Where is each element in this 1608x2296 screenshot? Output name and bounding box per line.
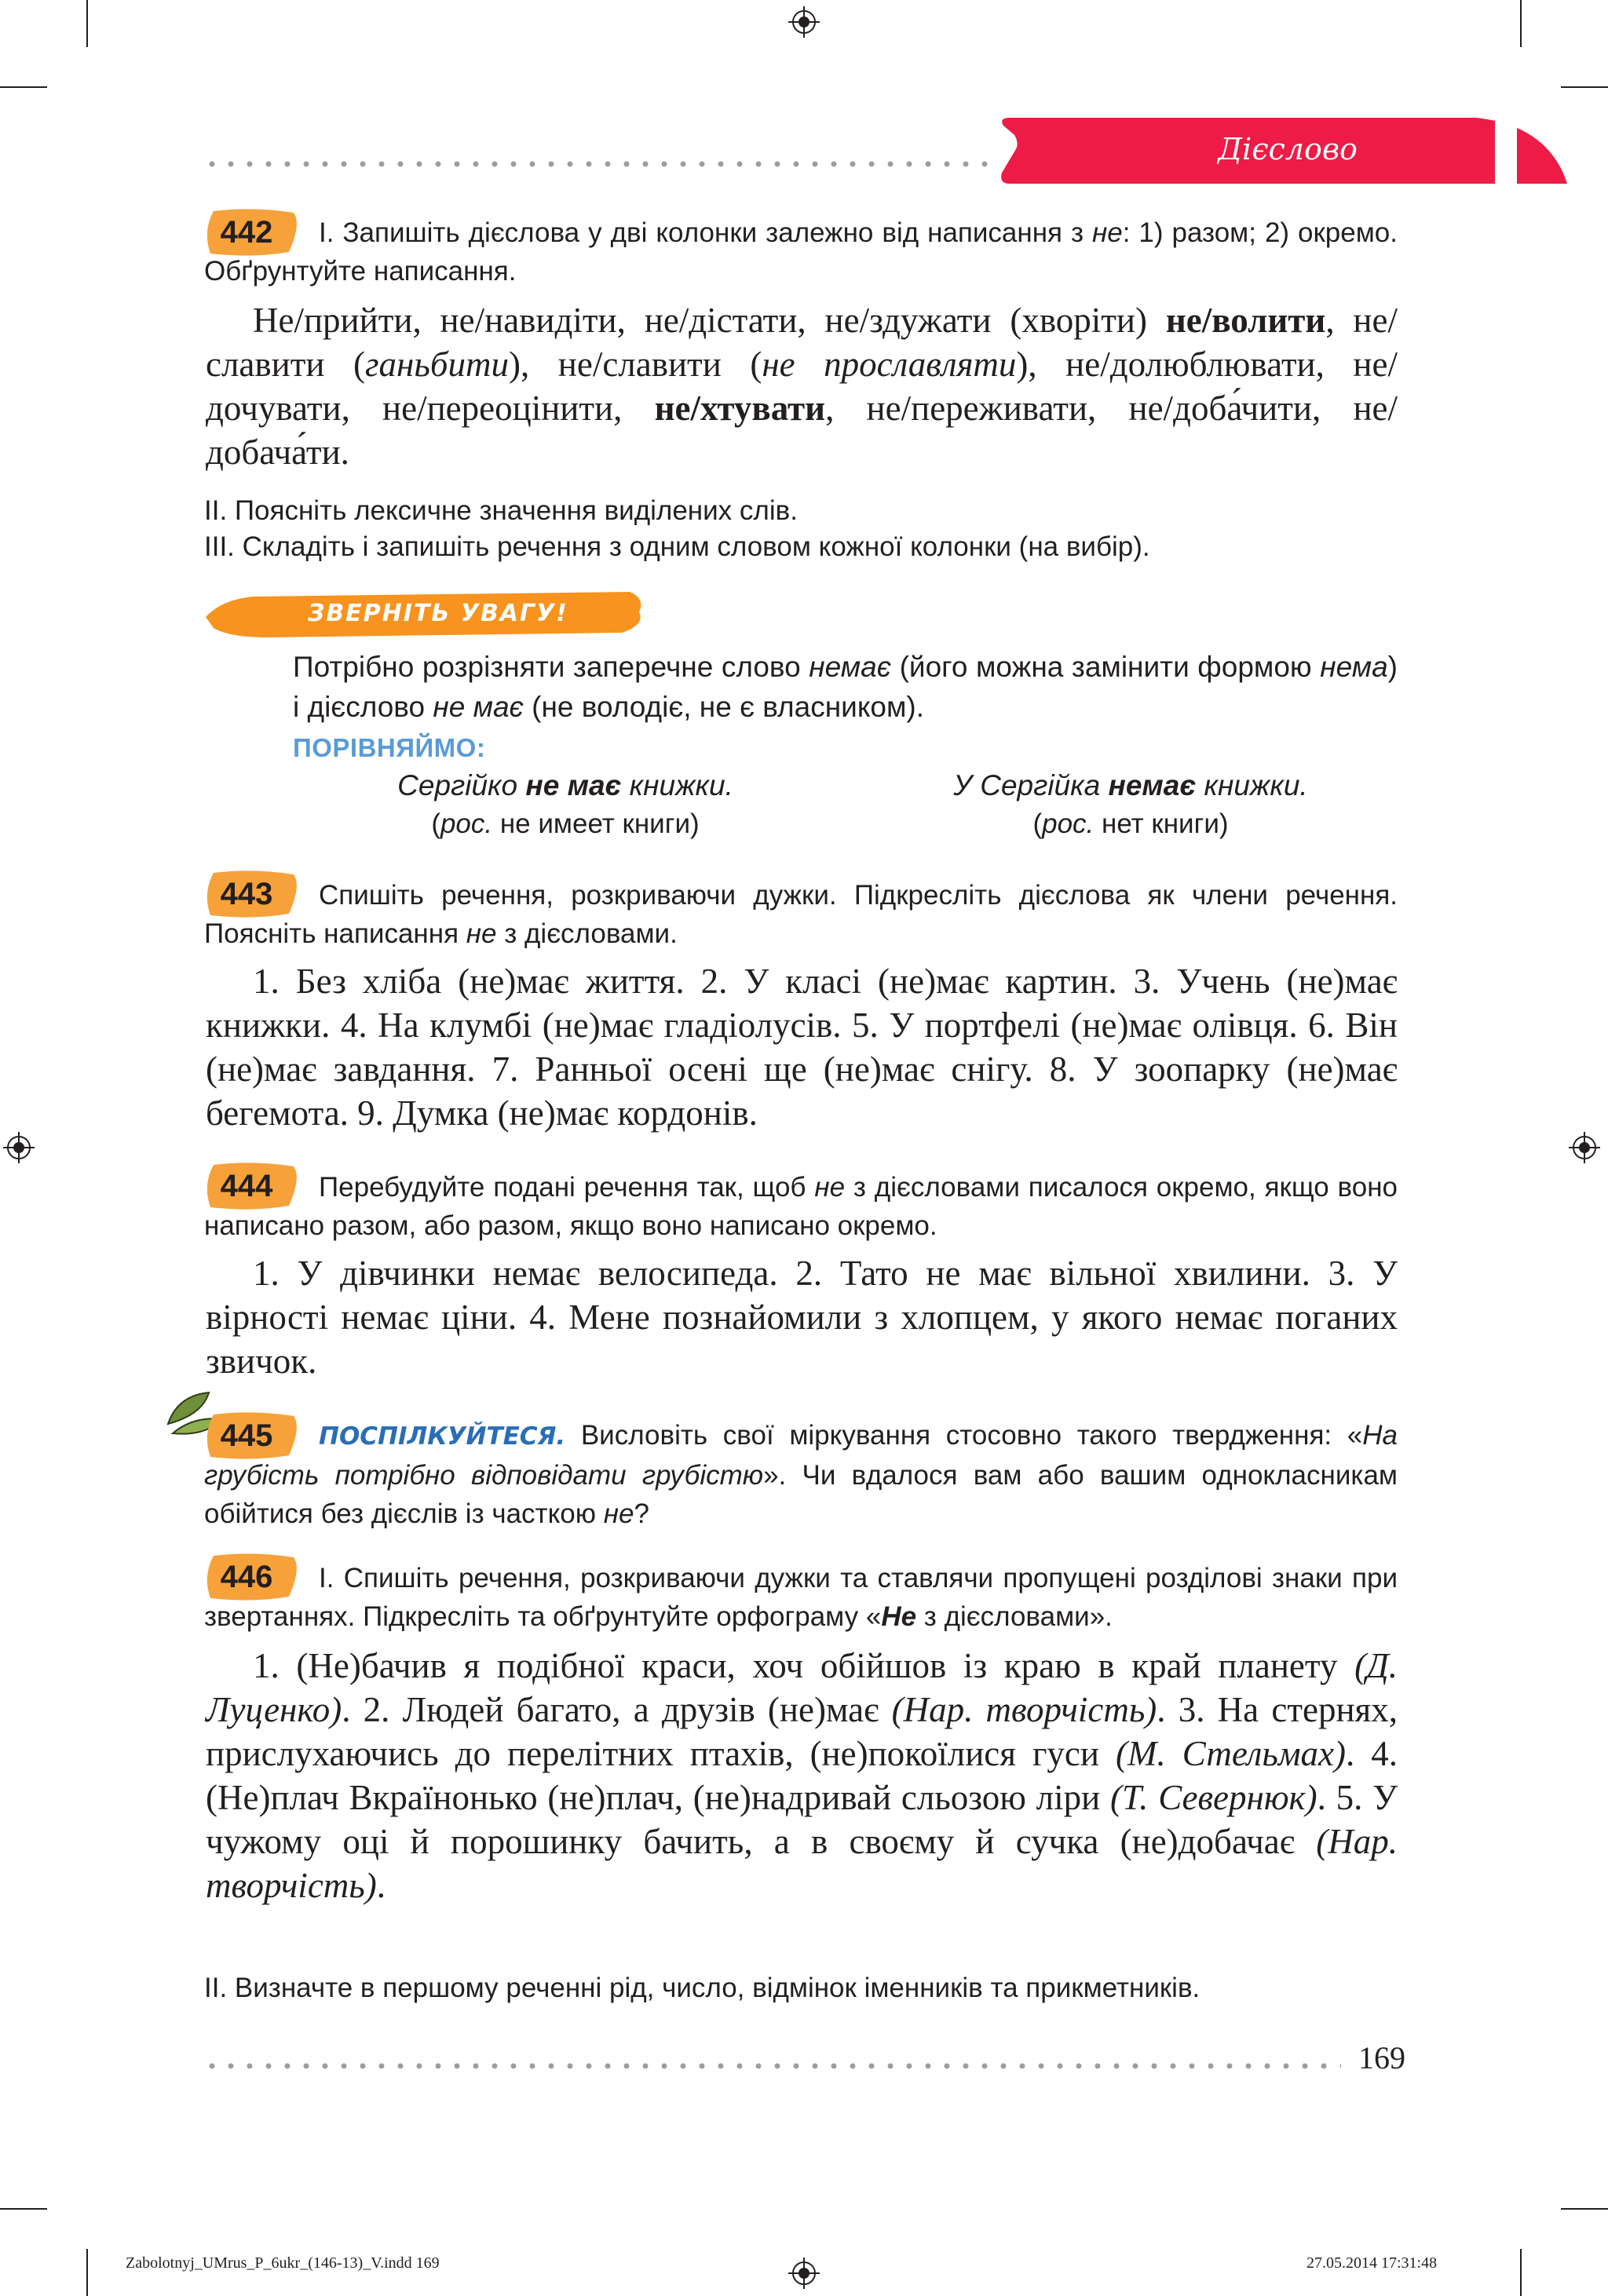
exercise-442-instruction: І. Запишіть дієслова у дві колонки залежно від написання з не: 1) разом; 2) окремо. Обґрунтуйте написання. — [204, 217, 1398, 287]
compare-label: ПОРІВНЯЙМО: — [293, 733, 486, 762]
compare-left: Сергійко не має книжки. (рос. не имеет книги) — [397, 769, 733, 839]
exercise-442-part2: ІІ. Поясніть лексичне значення виділених слів. — [204, 495, 798, 526]
footer-date: 27.05.2014 17:31:48 — [1306, 2254, 1438, 2272]
exercise-number: 442 — [220, 215, 273, 250]
header-dotted-rule — [203, 161, 988, 167]
exercise-444-text: 1. У дівчинки немає велосипеда. 2. Тато не має вільної хвилини. 3. У вірності немає ціни. 4. Мене познайомили з хлопцем, у якого немає поганих звичок. — [206, 1254, 1398, 1381]
exercise-443-instruction: Спишіть речення, розкриваючи дужки. Підкресліть дієслова як члени речення. Поясніть написання не з дієсловами. — [204, 880, 1398, 949]
exercise-442-part3: ІІІ. Складіть і запишіть речення з одним словом кожної колонки (на вибір). — [204, 531, 1150, 562]
exercise-number: 446 — [220, 1560, 273, 1594]
registration-mark-icon — [788, 6, 820, 38]
exercise-445-instruction: ПОСПІЛКУЙТЕСЯ. Висловіть свої міркування стосовно такого твердження: «На грубість потрібно відповідати грубістю». Чи вдалося вам або вашим однокласникам обійтися без дієслів із часткою не? — [204, 1420, 1398, 1529]
exercise-number: 443 — [220, 877, 273, 911]
registration-mark-icon — [3, 1132, 35, 1163]
exercise-number: 445 — [220, 1418, 273, 1453]
communicate-label: ПОСПІЛКУЙТЕСЯ. — [319, 1422, 566, 1451]
crop-mark — [1520, 2249, 1522, 2296]
crop-mark — [0, 2208, 47, 2210]
attention-text: Потрібно розрізняти заперечне слово немає (його можна замінити формою нема) і дієслово не має (не володіє, не є власником). — [293, 651, 1398, 723]
footer-dotted-rule — [203, 2063, 1341, 2069]
crop-mark — [1561, 2208, 1608, 2210]
exercise-446-instruction: І. Спишіть речення, розкриваючи дужки та ставлячи пропущені розділові знаки при звертаннях. Підкресліть та обґрунтуйте орфограму «Не з дієсловами». — [204, 1563, 1398, 1632]
crop-mark — [0, 86, 47, 88]
crop-mark — [86, 2249, 88, 2296]
exercise-446-part2: ІІ. Визначте в першому реченні рід, число, відмінок іменників та прикметників. — [204, 1973, 1201, 2003]
crop-mark — [1561, 86, 1608, 88]
exercise-446-text: 1. (Не)бачив я подібної краси, хоч обійшов із краю в край планету (Д. Луценко). 2. Людей багато, а друзів (не)має (Нар. творчість). 3. На стернях, прислухаючись до перелітних птахів, (не)покоїлися гуси (М. Стельмах). 4. (Не)плач Вкраїнонько (не)плач, (не)надривай сльозою ліри (Т. Севернюк). 5. У чужому оці й порошинку бачить, а в своєму й сучка (не)добачає (Нар. творчість). — [206, 1646, 1398, 1905]
exercise-443-text: 1. Без хліба (не)має життя. 2. У класі (не)має картин. 3. Учень (не)має книжки. 4. На клумбі (не)має гладіолусів. 5. У портфелі (не)має олівця. 6. Він (не)має завдання. 7. Ранньої осені ще (не)має снігу. 8. У зоопарку (не)має бегемота. 9. Думка (не)має кордонів. — [206, 962, 1398, 1133]
exercise-number: 444 — [220, 1169, 273, 1203]
section-title: Дієслово — [1218, 132, 1358, 166]
registration-mark-icon — [1569, 1132, 1600, 1163]
page-number: 169 — [1358, 2040, 1405, 2075]
attention-label: ЗВЕРНІТЬ УВАГУ! — [308, 600, 568, 627]
registration-mark-icon — [788, 2258, 820, 2289]
exercise-444-instruction: Перебудуйте подані речення так, щоб не з дієсловами писалося окремо, якщо воно написано разом, або разом, якщо воно написано окремо. — [204, 1172, 1398, 1241]
crop-mark — [86, 0, 88, 47]
crop-mark — [1520, 0, 1522, 47]
footer-file: Zabolotnyj_UMrus_P_6ukr_(146-13)_V.indd 169 — [126, 2254, 440, 2272]
exercise-442-text: Не/прийти, не/навидіти, не/дістати, не/здужати (хворіти) не/волити, не/славити (ганьбити), не/славити (не прославляти), не/долюблювати, не/дочувати, не/переоцінити, не/хтувати, не/переживати, не/доба́чити, не/добача́ти. — [206, 301, 1398, 472]
compare-right: У Сергійка немає книжки. (рос. нет книги) — [953, 769, 1308, 839]
